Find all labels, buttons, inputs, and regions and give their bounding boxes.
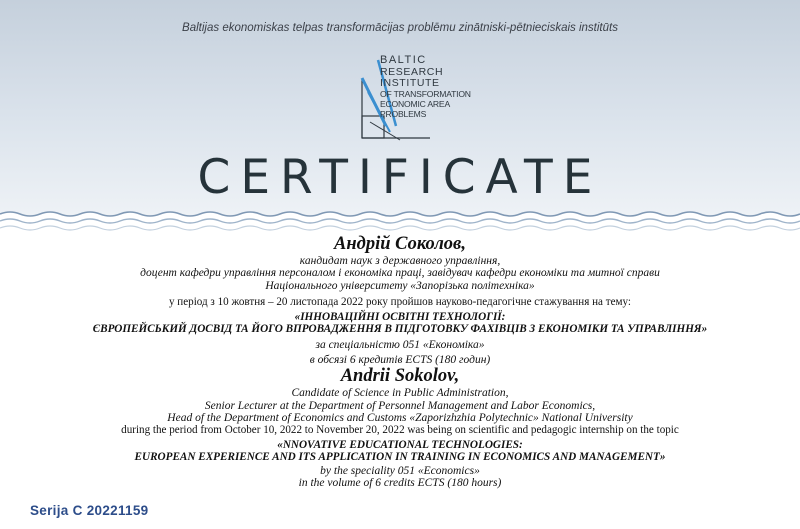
english-speciality: by the speciality 051 «Economics» [320,465,480,478]
logo-text-line-5: ECONOMIC AREA [380,99,450,109]
ukrainian-degree: кандидат наук з державного управління, [299,255,501,267]
ukrainian-position: доцент кафедри управління персоналом і економіка праці, завідувач кафедри економіки та митної справи [140,267,660,280]
logo-text-line-4: OF TRANSFORMATION [380,89,471,99]
logo-text-line-1: BALTIC [380,54,427,66]
certificate-title: CERTIFICATE [197,150,603,205]
english-name: Andrii Sokolov, [340,366,460,387]
english-degree: Candidate of Science in Public Administration, [291,387,509,400]
ukrainian-topic-line-1: «ІННОВАЦІЙНІ ОСВІТНІ ТЕХНОЛОГІЇ: [294,311,506,324]
institute-name: Baltijas ekonomiskas telpas transformācijas problēmu zinātniski-pētnieciskais institūts [182,22,618,34]
ukrainian-speciality: за спеціальністю 051 «Економіка» [315,338,485,351]
english-volume: in the volume of 6 credits ECTS (180 hours) [298,477,502,490]
logo-text-line-2: RESEARCH [380,66,444,78]
ukrainian-volume: в обсязі 6 кредитів ECTS (180 годин) [309,354,491,367]
ukrainian-name: Андрій Соколов, [334,234,466,254]
ukrainian-university: Національного університету «Запорізька політехніка» [265,279,535,292]
english-position-1: Senior Lecturer at the Department of Personnel Management and Labor Economics, [204,399,596,412]
ukrainian-topic-line-2: ЄВРОПЕЙСЬКИЙ ДОСВІД ТА ЙОГО ВПРОВАДЖЕННЯ В ПІДГОТОВКУ ФАХІВЦІВ З ЕКОНОМІКИ ТА УПРАВЛІННЯ» [92,323,708,336]
logo-square [362,116,384,138]
english-period: during the period from October 10, 2022 to November 20, 2022 was being on scientific and pedagogic internship on the topic [121,424,679,437]
english-topic-line-2: EUROPEAN EXPERIENCE AND ITS APPLICATION IN TRAINING IN ECONOMICS AND MANAGEMENT» [134,450,666,463]
logo-text-line-6: PROBLEMS [380,109,427,119]
serial-number: Serija C 20221159 [30,503,149,518]
certificate-body [0,234,800,490]
logo-text-line-3: INSTITUTE [380,77,440,89]
ukrainian-period: у період з 10 жовтня – 20 листопада 2022 року пройшов науково-педагогічне стажування на тему: [168,295,632,308]
english-position-2: Head of the Department of Economics and Customs «Zaporizhzhia Polytechnic» National University [167,411,633,424]
english-topic-line-1: «NNOVATIVE EDUCATIONAL TECHNOLOGIES: [277,438,523,451]
